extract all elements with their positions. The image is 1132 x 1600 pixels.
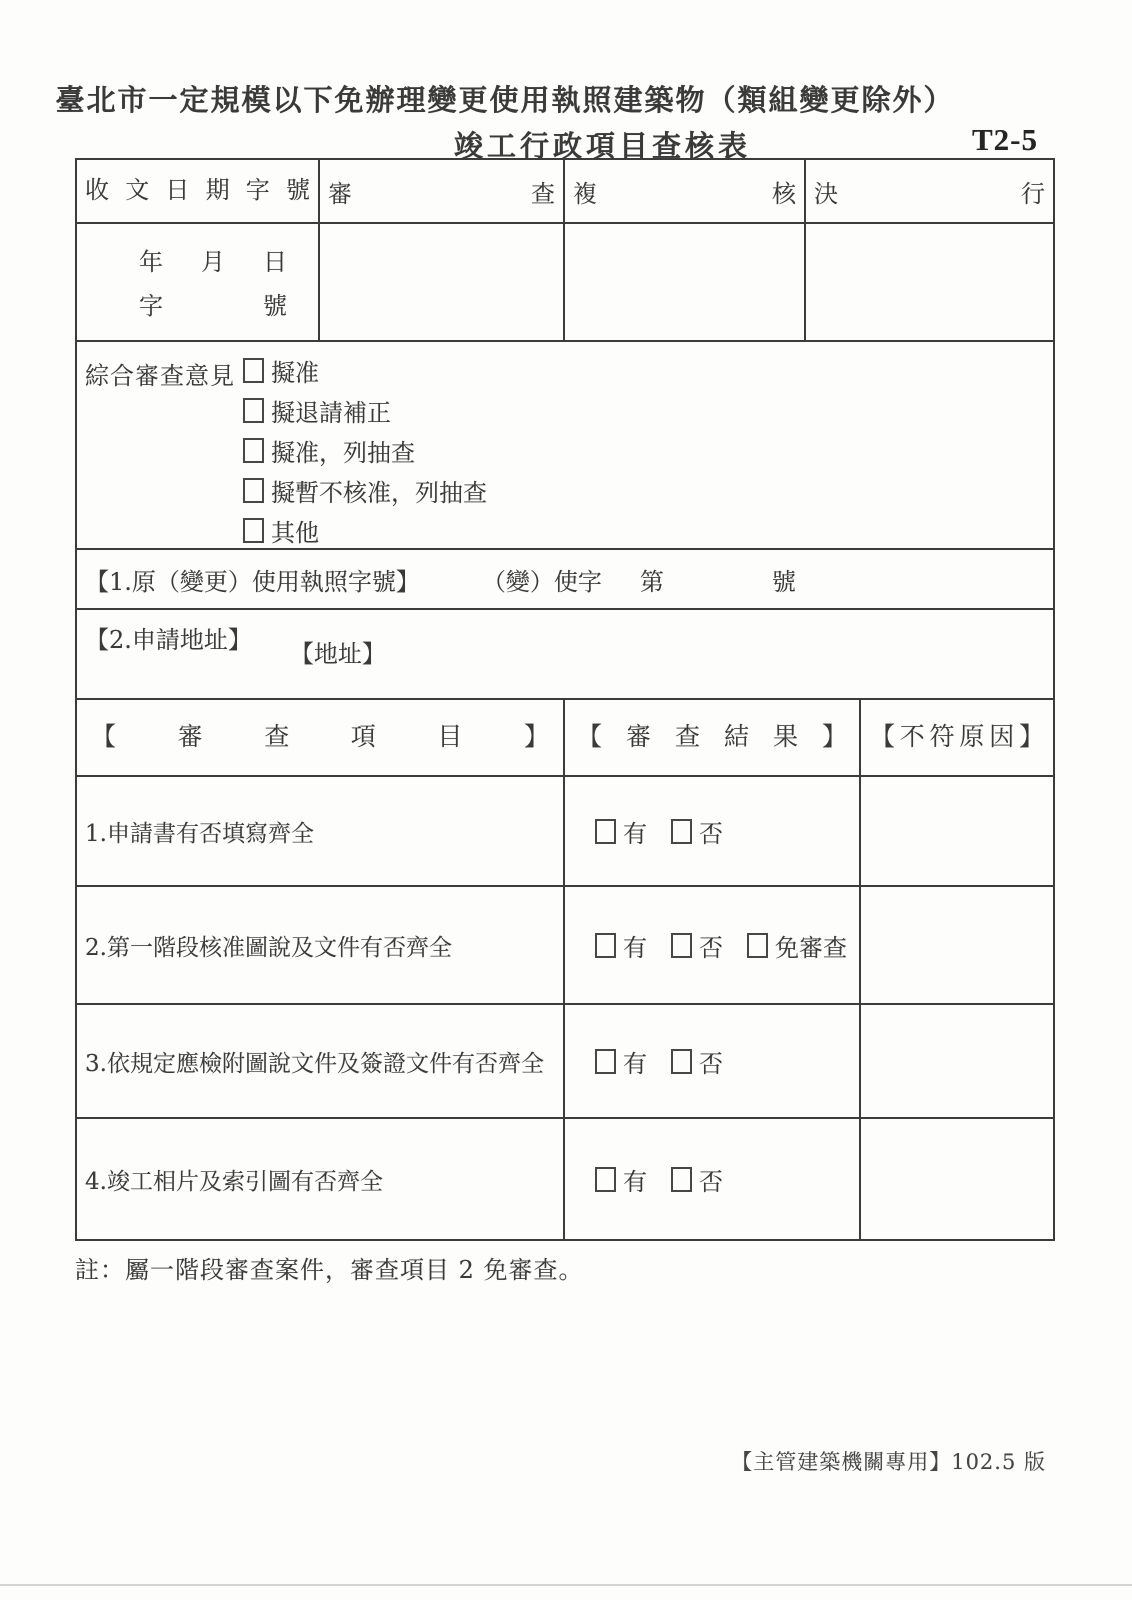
option-exempt [747,928,847,963]
checklist-reason-header: 【不符原因】 [870,722,1044,751]
checkbox-return-icon[interactable] [243,398,264,423]
checkbox-yes-icon[interactable] [595,819,616,844]
opinion-option-other [243,510,487,550]
overall-opinion-row [77,342,1053,550]
option-no [671,1044,723,1079]
option-yes [595,1044,647,1079]
checkbox-exempt-icon[interactable] [747,933,768,958]
opinion-option-label: 擬准 [271,358,319,387]
checklist-item-header: 【審查項目】 [91,722,549,751]
checklist-result-header: 【審查結果】 [577,722,847,751]
opinion-option-approve-spotcheck [243,430,487,470]
option-yes [595,1162,647,1197]
form-title-line2: 竣工行政項目查核表 [453,129,751,163]
opinion-option-return [243,390,487,430]
checkbox-no-icon[interactable] [671,819,692,844]
option-no [671,928,723,963]
decision-left-char: 決 [814,179,838,208]
review-left-char: 審 [328,179,352,208]
checkbox-yes-icon[interactable] [595,1049,616,1074]
checklist-header-row [77,700,1053,777]
field1-label: 【1.原（變更）使用執照字號】 [85,567,420,596]
option-yes-label: 有 [623,819,647,848]
option-no [671,814,723,849]
reason-cell-1[interactable] [861,777,1053,885]
form-title-line1: 臺北市一定規模以下免辦理變更使用執照建築物（類組變更除外） [55,83,955,117]
checklist-result-2 [565,887,861,1003]
checklist-result-1 [565,777,861,885]
checkbox-approve-icon[interactable] [243,358,264,383]
reason-cell-3[interactable] [861,1005,1053,1117]
review-right-char: 查 [531,179,555,208]
checklist-result-4 [565,1119,861,1239]
option-yes [595,814,647,849]
review-signature-cell[interactable] [320,224,565,340]
option-no [671,1162,723,1197]
footnote: 註：屬一階段審查案件，審查項目 2 免審查。 [75,1256,584,1284]
reason-cell-2[interactable] [861,887,1053,1003]
receipt-header-row [77,160,1053,224]
field2-sublabel: 【地址】 [289,640,386,668]
checklist-item-4: 4.竣工相片及索引圖有否齊全 [77,1119,565,1239]
checkbox-approve-spotcheck-icon[interactable] [243,438,264,463]
option-yes-label: 有 [623,933,647,962]
option-no-label: 否 [699,1167,723,1196]
opinion-label: 綜合審查意見 [85,362,235,390]
checkbox-no-icon[interactable] [671,1167,692,1192]
checkbox-no-icon[interactable] [671,1049,692,1074]
recheck-signature-cell[interactable] [565,224,806,340]
scan-artifact-line [0,1584,1132,1586]
option-yes [595,928,647,963]
recheck-left-char: 複 [573,179,597,208]
receipt-no-header: 收文日期字號 [77,160,320,222]
checklist-result-3 [565,1005,861,1117]
form-table [75,158,1055,1241]
checklist-item-3: 3.依規定應檢附圖說文件及簽證文件有否齊全 [77,1005,565,1117]
checklist-item-1: 1.申請書有否填寫齊全 [77,777,565,885]
opinion-option-label: 擬暫不核准，列抽查 [271,478,487,507]
opinion-option-label: 擬退請補正 [271,398,391,427]
date-line: 年月日 [139,248,287,276]
opinion-option-hold-spotcheck [243,470,487,510]
checklist-row-4 [77,1119,1053,1239]
option-yes-label: 有 [623,1049,647,1078]
application-address-row[interactable] [77,610,1053,700]
option-yes-label: 有 [623,1167,647,1196]
recheck-right-char: 核 [772,179,796,208]
zi-hao-line: 字號 [139,292,287,320]
checkbox-hold-spotcheck-icon[interactable] [243,478,264,503]
field1-prefix: （變）使字 [481,567,602,596]
decision-stamp-header [806,160,1053,222]
original-permit-row [77,550,1053,610]
checkbox-yes-icon[interactable] [595,933,616,958]
option-no-label: 否 [699,933,723,962]
checklist-item-2: 2.第一階段核准圖說及文件有否齊全 [77,887,565,1003]
footer-agency-version: 【主管建築機關專用】102.5 版 [731,1450,1046,1474]
receipt-date-cell[interactable] [77,224,320,340]
field1-no-suffix: 號 [771,567,796,596]
option-no-label: 否 [699,1049,723,1078]
opinion-option-label: 其他 [271,518,319,547]
review-stamp-header [320,160,565,222]
decision-right-char: 行 [1021,179,1045,208]
recheck-stamp-header [565,160,806,222]
checklist-row-1 [77,777,1053,887]
receipt-date-row [77,224,1053,342]
opinion-options [243,350,487,548]
decision-signature-cell[interactable] [806,224,1053,340]
opinion-option-approve [243,350,487,390]
checklist-row-2 [77,887,1053,1005]
form-code-label: T2-5 [972,122,1038,157]
opinion-option-label: 擬准，列抽查 [271,438,415,467]
option-exempt-label: 免審查 [775,933,847,962]
field1-no-prefix: 第 [639,567,664,596]
field2-label: 【2.申請地址】 [85,626,252,654]
reason-cell-4[interactable] [861,1119,1053,1239]
checkbox-yes-icon[interactable] [595,1167,616,1192]
checklist-row-3 [77,1005,1053,1119]
checkbox-no-icon[interactable] [671,933,692,958]
checkbox-other-icon[interactable] [243,518,264,543]
option-no-label: 否 [699,819,723,848]
